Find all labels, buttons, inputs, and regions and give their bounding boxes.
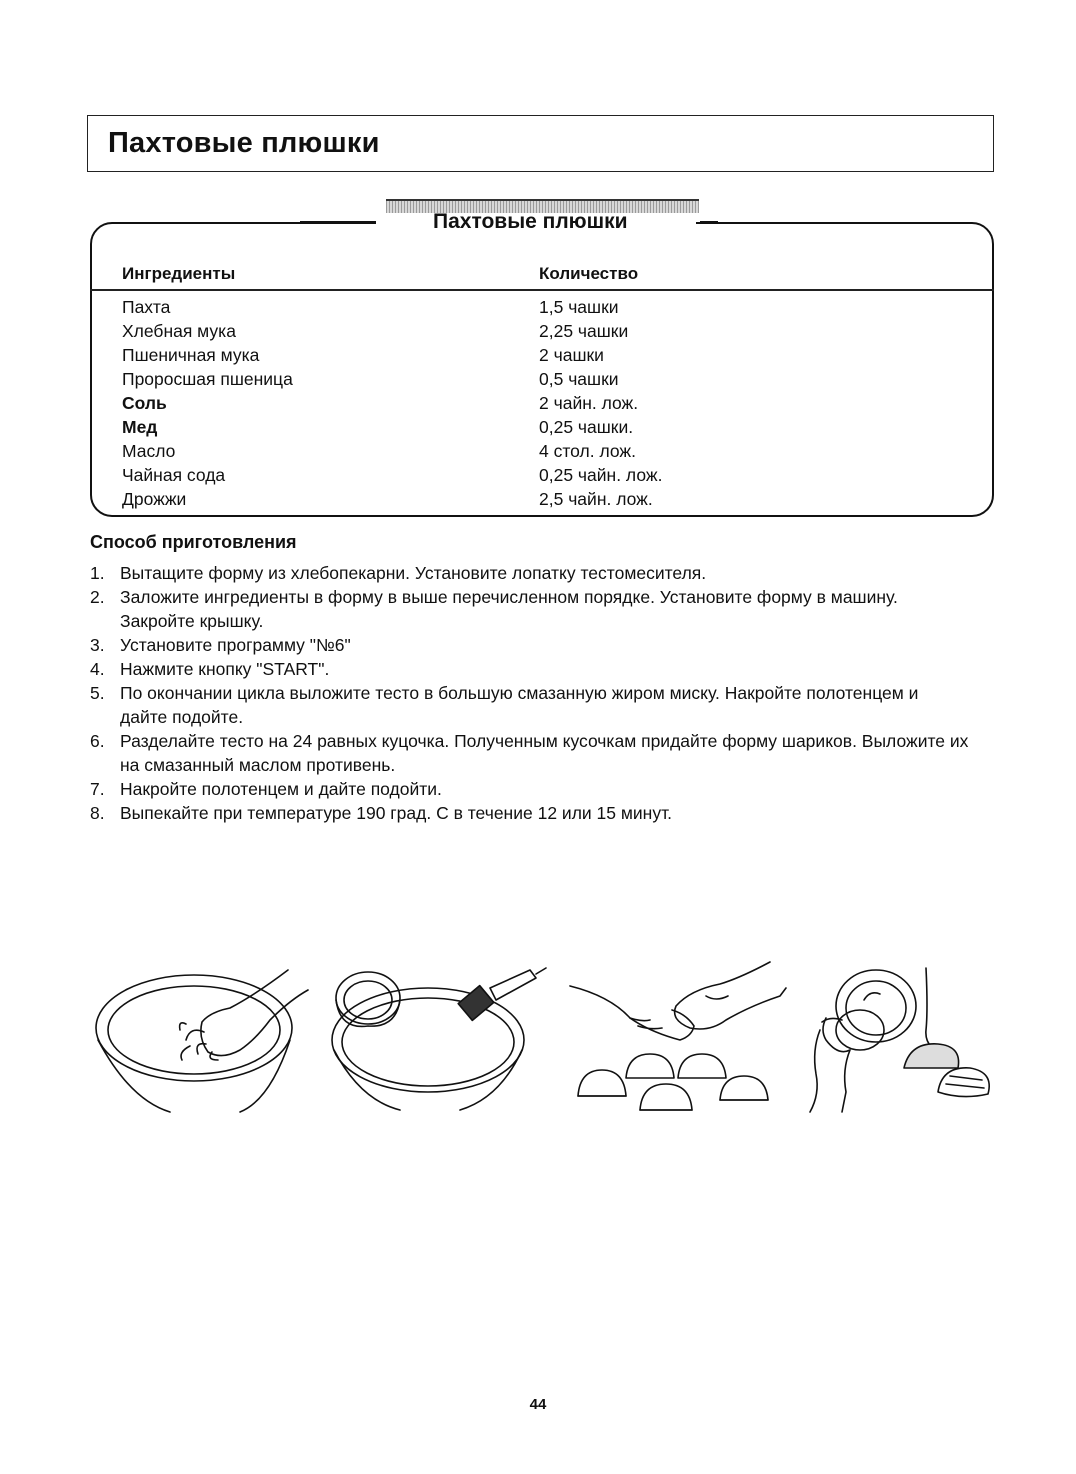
ingredient-list <box>122 295 293 511</box>
page-title-box <box>87 115 994 172</box>
ingredient-name: Дрожжи <box>122 489 187 509</box>
ingredient-qty: 0,25 чашки. <box>539 417 634 437</box>
step-number: 6. <box>90 731 105 751</box>
ingredient-name: Мед <box>122 417 158 437</box>
ingredient-qty: 1,5 чашки <box>539 297 619 317</box>
ingredient-qty: 2 чашки <box>539 345 604 365</box>
step-text: Вытащите форму из хлебопекарни. Установите лопатку тестомесителя. <box>120 563 707 583</box>
page-number: 44 <box>529 1396 547 1413</box>
step-text: Установите программу "№6" <box>120 635 351 655</box>
quantity-list <box>539 295 662 511</box>
step-item <box>90 681 970 729</box>
step-number: 5. <box>90 683 105 703</box>
method-steps <box>90 561 970 825</box>
step-text: Разделайте тесто на 24 равных куцочка. Полученным кусочкам придайте форму шариков. Выложите их на смазанный маслом противень. <box>120 731 969 775</box>
quantity-header: Количество <box>539 264 639 283</box>
step-number: 4. <box>90 659 105 679</box>
bowl-punch-icon <box>96 970 308 1112</box>
ingredient-qty: 4 стол. лож. <box>539 441 636 461</box>
pressing-ball-icon <box>810 968 989 1112</box>
step-item <box>90 729 970 777</box>
shaping-balls-icon <box>570 962 786 1110</box>
ingredient-name: Пшеничная мука <box>122 345 260 365</box>
step-text: Нажмите кнопку "START". <box>120 659 330 679</box>
step-item <box>90 585 970 633</box>
step-number: 8. <box>90 803 105 823</box>
step-item <box>90 561 970 585</box>
step-number: 3. <box>90 635 105 655</box>
bowl-brush-icon <box>332 968 546 1110</box>
ingredient-name: Проросшая пшеница <box>122 369 293 389</box>
method-title: Способ приготовления <box>90 532 297 552</box>
recipe-title: Пахтовые плюшки <box>433 210 628 233</box>
step-text: По окончании цикла выложите тесто в большую смазанную жиром миску. Накройте полотенцем и дайте подойте. <box>120 683 919 727</box>
ingredient-qty: 0,5 чашки <box>539 369 619 389</box>
step-number: 7. <box>90 779 105 799</box>
step-item <box>90 633 970 657</box>
header-divider <box>90 289 994 291</box>
ingredient-qty: 2,25 чашки <box>539 321 629 341</box>
ingredient-name: Соль <box>122 393 167 413</box>
page-title: Пахтовые плюшки <box>108 127 380 159</box>
step-item <box>90 657 970 681</box>
ingredient-name: Пахта <box>122 297 171 317</box>
ingredient-qty: 2 чайн. лож. <box>539 393 639 413</box>
step-item <box>90 801 970 825</box>
ingredient-name: Масло <box>122 441 176 461</box>
ingredient-qty: 0,25 чайн. лож. <box>539 465 663 485</box>
step-text: Заложите ингредиенты в форму в выше перечисленном порядке. Установите форму в машину. Закройте крышку. <box>120 587 898 631</box>
frame-dash-right <box>700 221 718 224</box>
ingredient-qty: 2,5 чайн. лож. <box>539 489 653 509</box>
process-illustration <box>90 960 1000 1120</box>
step-item <box>90 777 970 801</box>
ingredients-header: Ингредиенты <box>122 264 236 283</box>
step-number: 2. <box>90 587 105 607</box>
step-text: Выпекайте при температуре 190 град. С в течение 12 или 15 минут. <box>120 803 673 823</box>
ingredient-name: Хлебная мука <box>122 321 236 341</box>
frame-dash-left <box>300 221 376 224</box>
step-text: Накройте полотенцем и дайте подойти. <box>120 779 442 799</box>
ingredient-name: Чайная сода <box>122 465 226 485</box>
step-number: 1. <box>90 563 105 583</box>
